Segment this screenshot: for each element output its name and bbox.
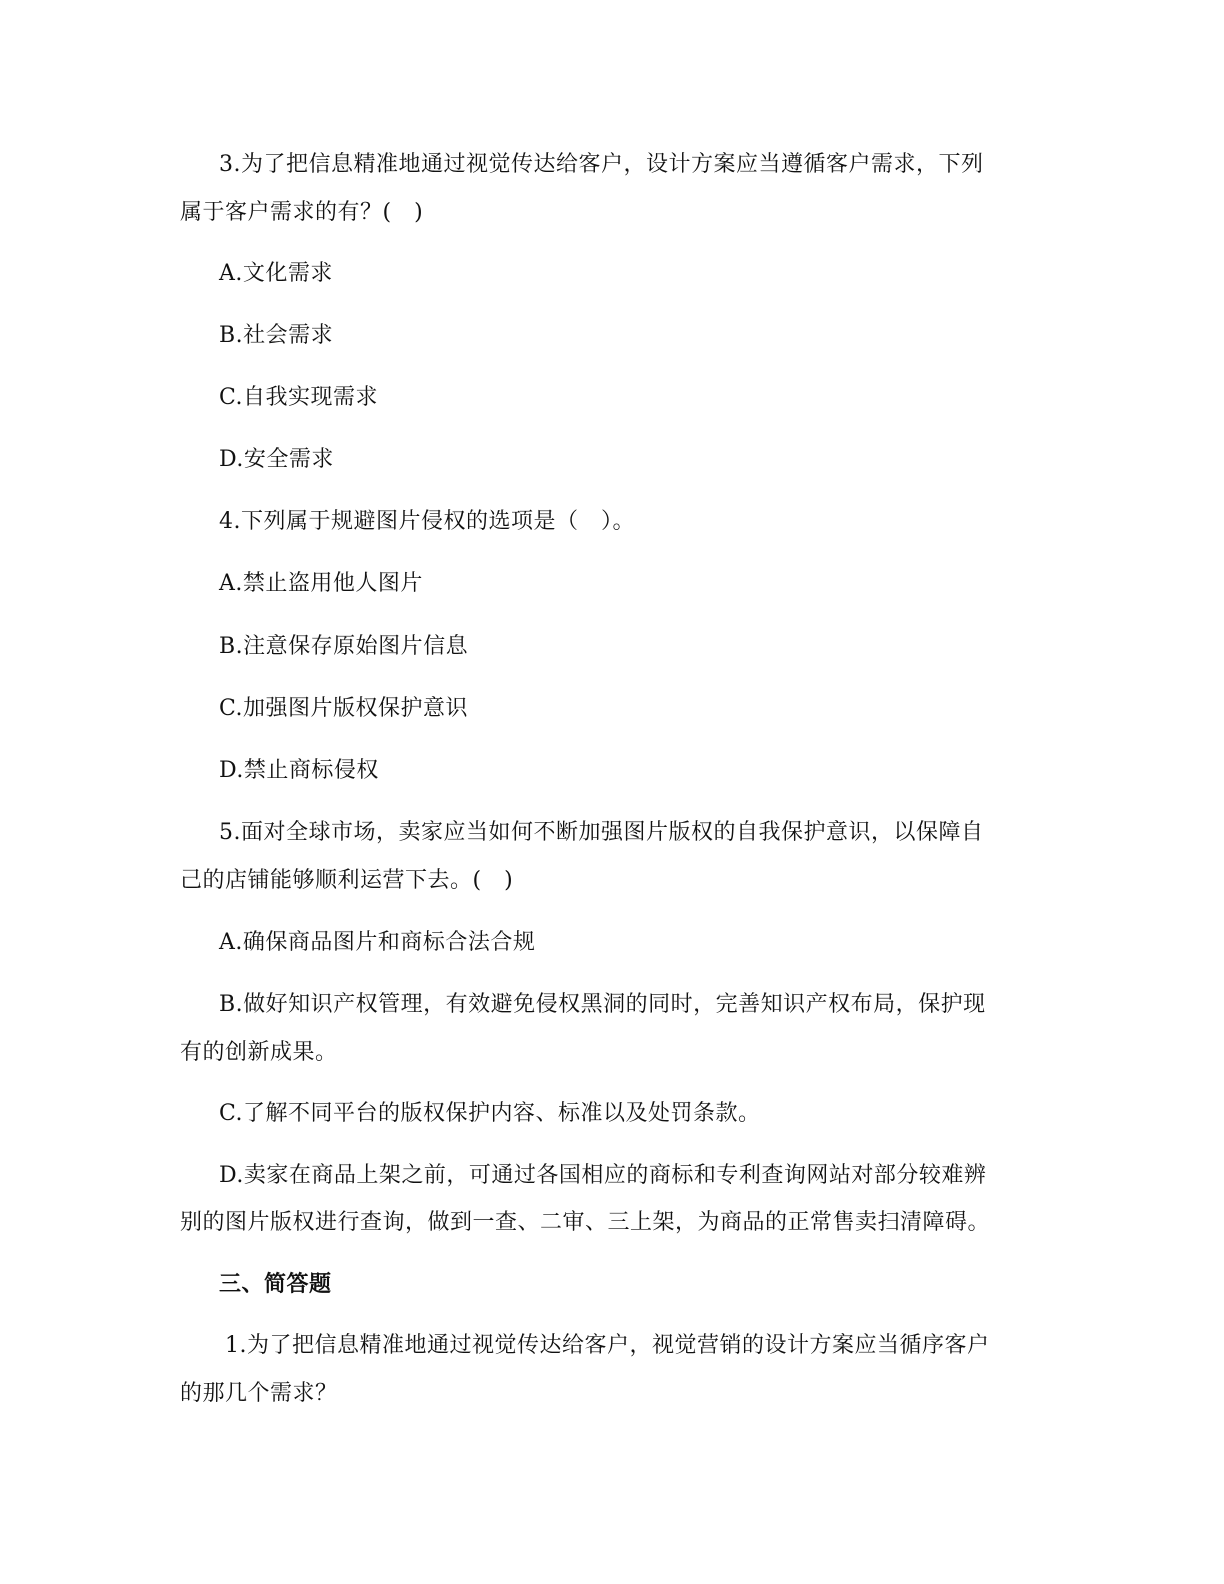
question-5-stem-line-2: 己的店铺能够顺利运营下去。( ) [180,868,514,893]
question-4-stem: 4.下列属于规避图片侵权的选项是（ ）。 [219,509,635,534]
question-4-option-d: D.禁止商标侵权 [219,758,379,783]
question-3-stem-line-2: 属于客户需求的有？( ) [180,200,424,225]
question-4-option-a: A.禁止盗用他人图片 [219,571,423,596]
short-answer-question-1-line-2: 的那几个需求？ [180,1381,338,1406]
question-5-option-b-line-1: B.做好知识产权管理，有效避免侵权黑洞的同时，完善知识产权布局，保护现 [219,992,986,1017]
question-4-option-b: B.注意保存原始图片信息 [219,634,469,659]
question-3-option-a: A.文化需求 [219,261,333,286]
question-3-option-b: B.社会需求 [219,323,334,348]
short-answer-question-1-line-1: 1.为了把信息精准地通过视觉传达给客户，视觉营销的设计方案应当循序客户 [225,1333,990,1358]
question-5-option-d-line-2: 别的图片版权进行查询，做到一查、二审、三上架，为商品的正常售卖扫清障碍。 [180,1210,991,1235]
question-5-option-c: C.了解不同平台的版权保护内容、标准以及处罚条款。 [219,1101,761,1126]
question-5-option-b-line-2: 有的创新成果。 [180,1040,338,1065]
question-3-stem-line-1: 3.为了把信息精准地通过视觉传达给客户，设计方案应当遵循客户需求，下列 [219,152,984,177]
question-4-option-c: C.加强图片版权保护意识 [219,696,469,721]
question-5-option-d-line-1: D.卖家在商品上架之前，可通过各国相应的商标和专利查询网站对部分较难辨 [219,1163,987,1188]
question-3-option-c: C.自我实现需求 [219,385,379,410]
question-5-option-a: A.确保商品图片和商标合法合规 [219,930,536,955]
question-3-option-d: D.安全需求 [219,447,334,472]
question-5-stem-line-1: 5.面对全球市场，卖家应当如何不断加强图片版权的自我保护意识，以保障自 [219,820,984,845]
section-heading: 三、简答题 [219,1272,332,1297]
